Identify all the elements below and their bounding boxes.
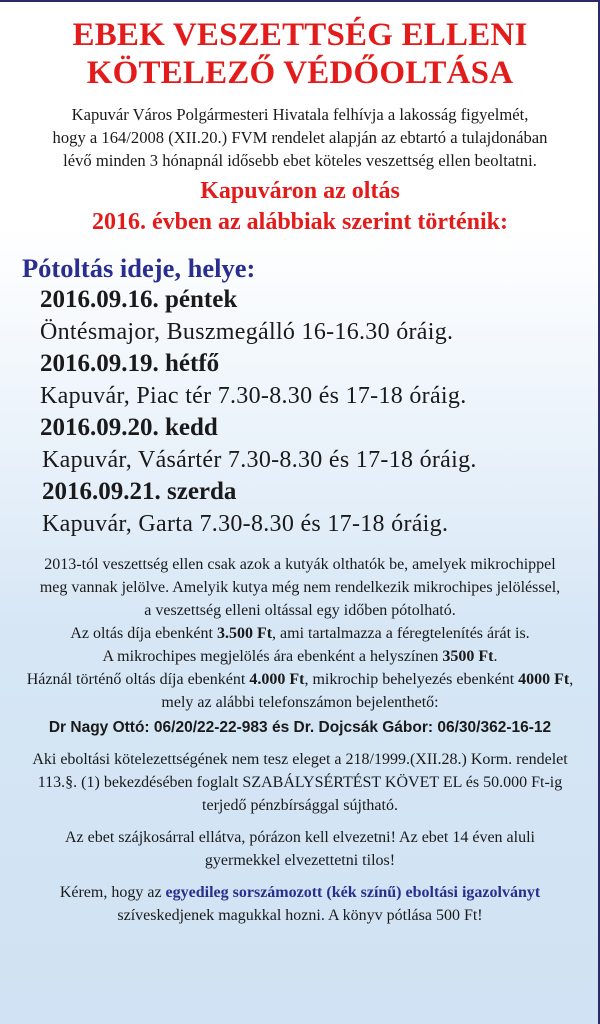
fee-text: , mikrochip behelyezés ebenként xyxy=(304,671,519,688)
poster-title-line1: EBEK VESZETTSÉG ELLENI xyxy=(72,17,528,53)
poster-title-line2: KÖTELEZŐ VÉDŐOLTÁSA xyxy=(86,55,514,91)
fee-text: A mikrochipes megjelölés ára ebenként a helyszínen xyxy=(102,648,443,665)
info-line: Aki eboltási kötelezettségének nem tesz eleget a 218/1999.(XII.28.) Korm. rendelet xyxy=(32,751,568,768)
info-line: a veszettség elleni oltással egy időben pótolható. xyxy=(144,602,456,619)
schedule-heading: Pótoltás ideje, helye: xyxy=(22,253,256,283)
intro-line: lévő minden 3 hónapnál idősebb ebet köteles veszettség ellen beoltatni. xyxy=(63,151,537,170)
fee-text: , ami tartalmazza a féregtelenítés árát is. xyxy=(272,625,530,642)
phone-intro: mely az alábbi telefonszámon bejelenthető: xyxy=(161,694,439,711)
fee-value: 4000 Ft xyxy=(518,671,570,688)
schedule-place: Kapuvár, Piac tér 7.30-8.30 és 17-18 óráig. xyxy=(40,383,467,409)
info-line: Az ebet szájkosárral ellátva, pórázon kell elvezetni! Az ebet 14 éven aluli xyxy=(64,829,535,846)
certificate-highlight: egyedileg sorszámozott (kék színű) eboltási igazolványt xyxy=(165,884,541,901)
info-text: Kérem, hogy az xyxy=(59,884,166,901)
subtitle-line2: 2016. évben az alábbiak szerint történik: xyxy=(92,209,508,235)
schedule-date: 2016.09.19. hétfő xyxy=(40,350,220,377)
fee-text: . xyxy=(493,648,498,665)
fee-text: Háznál történő oltás díja ebenként xyxy=(26,671,250,688)
phone-numbers: Dr Nagy Ottó: 06/20/22-22-983 és Dr. Dojcsák Gábor: 06/30/362-16-12 xyxy=(48,719,552,736)
intro-line: Kapuvár Város Polgármesteri Hivatala felhívja a lakosság figyelmét, xyxy=(71,105,529,124)
info-line: szíveskedjenek magukkal hozni. A könyv pótlása 500 Ft! xyxy=(117,907,483,924)
info-line: 113.§. (1) bekezdésében foglalt SZABÁLYSÉRTÉST KÖVET EL és 50.000 Ft-ig xyxy=(37,774,563,791)
info-line: meg vannak jelölve. Amelyik kutya még nem rendelkezik mikrochipes jelöléssel, xyxy=(39,579,561,596)
schedule-date: 2016.09.16. péntek xyxy=(40,286,238,313)
schedule-date: 2016.09.20. kedd xyxy=(40,414,218,441)
fee-text: Az oltás díja ebenként xyxy=(70,625,217,642)
schedule-place: Kapuvár, Vásártér 7.30-8.30 és 17-18 óráig. xyxy=(42,447,477,473)
info-line: terjedő pénzbírsággal sújtható. xyxy=(202,797,398,814)
fee-value: 3500 Ft xyxy=(442,648,494,665)
info-line: gyermekkel elvezettetni tilos! xyxy=(204,852,396,869)
schedule-place: Öntésmajor, Buszmegálló 16-16.30 óráig. xyxy=(40,319,454,345)
fee-value: 3.500 Ft xyxy=(216,625,273,642)
schedule-date: 2016.09.21. szerda xyxy=(42,478,237,505)
fee-value: 4.000 Ft xyxy=(249,671,305,688)
subtitle-line1: Kapuváron az oltás xyxy=(200,178,400,204)
schedule-place: Kapuvár, Garta 7.30-8.30 és 17-18 óráig. xyxy=(42,511,449,537)
intro-line: hogy a 164/2008 (XII.20.) FVM rendelet alapján az ebtartó a tulajdonában xyxy=(52,128,548,147)
info-line: 2013-tól veszettség ellen csak azok a kutyák olthatók be, amelyek mikrochippel xyxy=(44,556,556,573)
fee-text: , xyxy=(569,671,574,688)
